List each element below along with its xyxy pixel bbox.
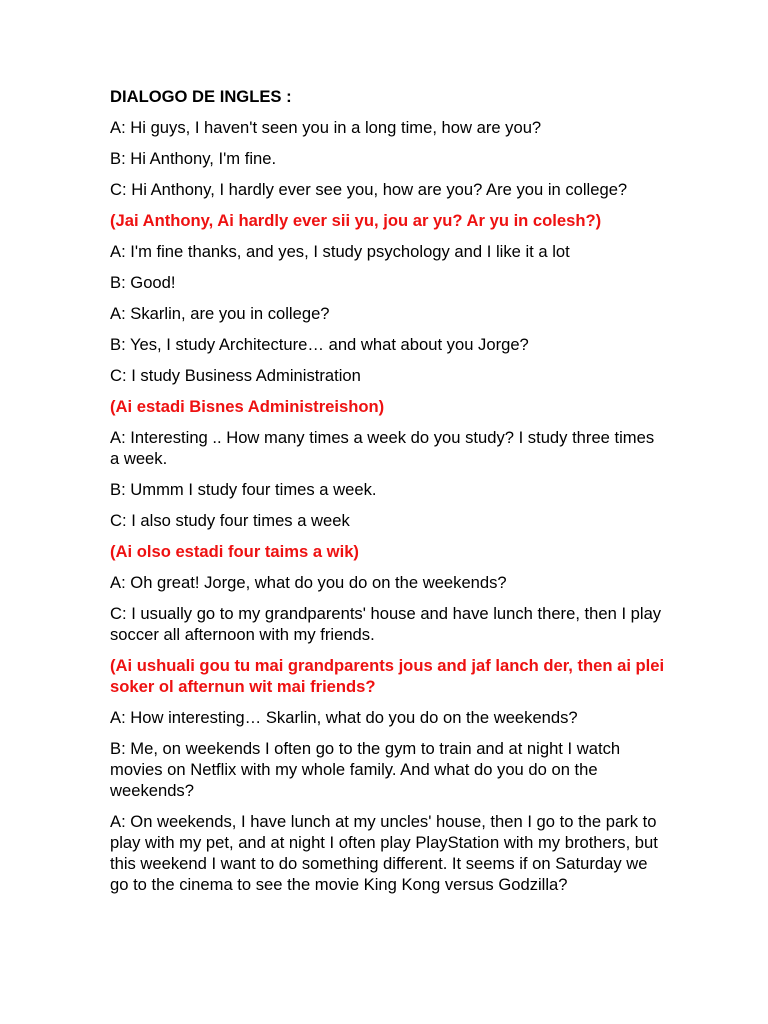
dialogue-line: A: I'm fine thanks, and yes, I study psychology and I like it a lot	[110, 242, 570, 261]
dialogue-line: B: Hi Anthony, I'm fine.	[110, 149, 277, 168]
dialogue-line: A: How interesting… Skarlin, what do you do on the weekends?	[110, 708, 578, 727]
dialogue-line: A: Oh great! Jorge, what do you do on the weekends?	[110, 573, 507, 592]
document-body	[110, 86, 666, 905]
document-title: DIALOGO DE INGLES :	[110, 87, 292, 106]
dialogue-line: A: Hi guys, I haven't seen you in a long time, how are you?	[110, 118, 542, 137]
pronunciation-line: (Ai estadi Bisnes Administreishon)	[110, 397, 385, 416]
dialogue-line: B: Me, on weekends I often go to the gym to train and at night I watch movies on Netflix with my whole family. And what do you do on the weekends?	[110, 739, 621, 800]
dialogue-line: B: Good!	[110, 273, 176, 292]
pronunciation-line: (Jai Anthony, Ai hardly ever sii yu, jou ar yu? Ar yu in colesh?)	[110, 211, 602, 230]
dialogue-line: B: Ummm I study four times a week.	[110, 480, 377, 499]
dialogue-line: C: I study Business Administration	[110, 366, 361, 385]
dialogue-line: B: Yes, I study Architecture… and what about you Jorge?	[110, 335, 529, 354]
dialogue-line: C: I usually go to my grandparents' house and have lunch there, then I play soccer all afternoon with my friends.	[110, 604, 662, 644]
dialogue-line: C: I also study four times a week	[110, 511, 350, 530]
dialogue-line: A: Skarlin, are you in college?	[110, 304, 330, 323]
pronunciation-line: (Ai ushuali gou tu mai grandparents jous and jaf lanch der, then ai plei soker ol afternun wit mai friends?	[110, 656, 665, 696]
dialogue-line: A: Interesting .. How many times a week do you study? I study three times a week.	[110, 428, 655, 468]
pronunciation-line: (Ai olso estadi four taims a wik)	[110, 542, 359, 561]
dialogue-line: A: On weekends, I have lunch at my uncles' house, then I go to the park to play with my pet, and at night I often play PlayStation with my brothers, but this weekend I want to do something different. It seems if on Saturday we go to the cinema to see the movie King Kong versus Godzilla?	[110, 812, 658, 894]
dialogue-line: C: Hi Anthony, I hardly ever see you, how are you? Are you in college?	[110, 180, 628, 199]
